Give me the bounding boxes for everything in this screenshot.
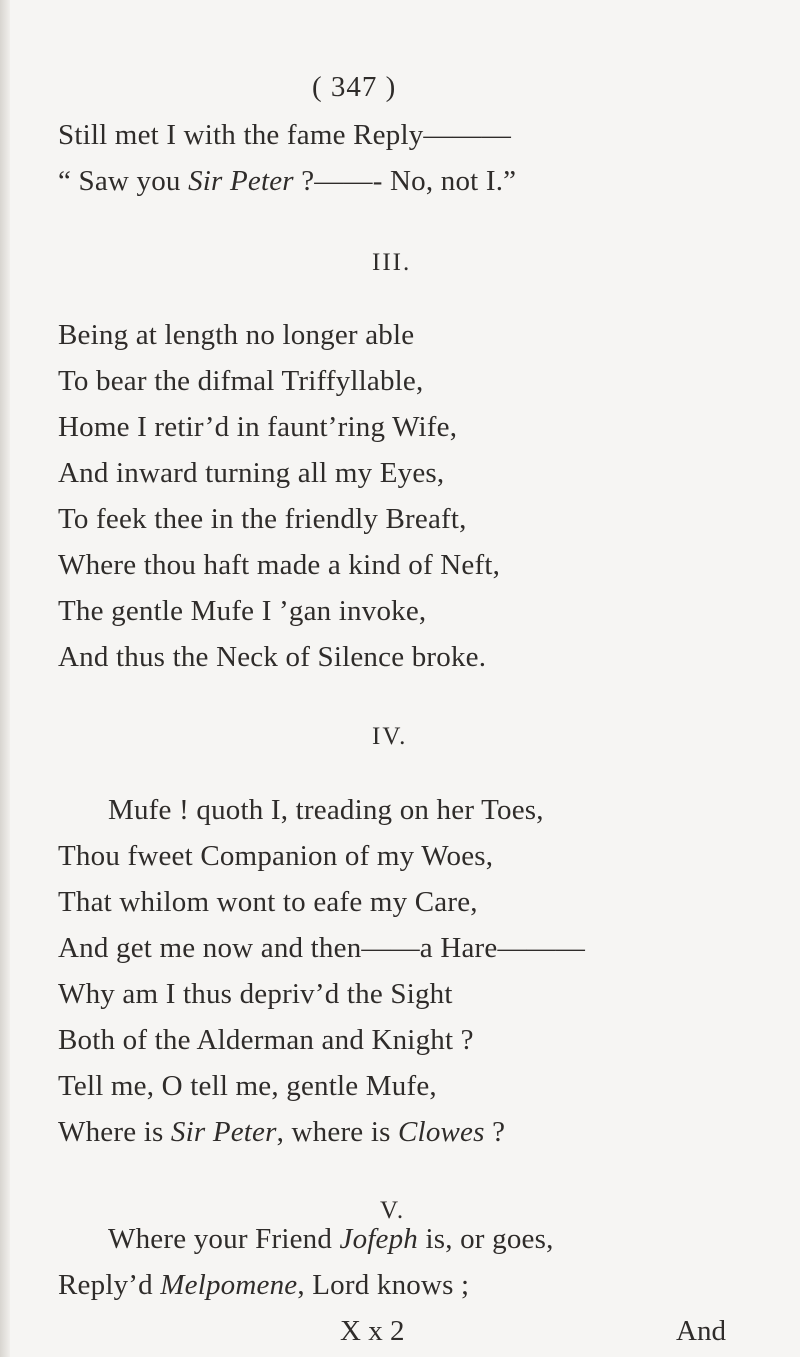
section-heading-v: V. bbox=[380, 1197, 406, 1224]
verse-line: Being at length no longer able bbox=[58, 319, 415, 351]
italic-name: Sir Peter bbox=[188, 165, 294, 197]
verse-line: To feek thee in the friendly Breaft, bbox=[58, 503, 467, 535]
verse-line: And inward turning all my Eyes, bbox=[58, 457, 445, 489]
verse-line: Both of the Alderman and Knight ? bbox=[58, 1024, 474, 1056]
verse-line: Reply’d Melpomene, Lord knows ; bbox=[58, 1269, 470, 1301]
verse-line: Still met I with the fame Reply——— bbox=[58, 119, 512, 151]
binding-edge bbox=[0, 0, 10, 1357]
verse-line: Where your Friend Jofeph is, or goes, bbox=[108, 1223, 554, 1255]
italic-name: Clowes bbox=[398, 1116, 485, 1148]
italic-name: Jofeph bbox=[339, 1223, 419, 1255]
verse-line: Home I retir’d in faunt’ring Wife, bbox=[58, 411, 458, 443]
verse-line: Where thou haft made a kind of Neft, bbox=[58, 549, 501, 581]
verse-line: Thou fweet Companion of my Woes, bbox=[58, 840, 494, 872]
verse-line: Mufe ! quoth I, treading on her Toes, bbox=[108, 794, 544, 826]
verse-line: To bear the difmal Triffyllable, bbox=[58, 365, 424, 397]
verse-line: And get me now and then——a Hare——— bbox=[58, 932, 586, 964]
italic-name: Sir Peter bbox=[170, 1116, 277, 1148]
catchword: And bbox=[676, 1315, 726, 1347]
verse-line: “ Saw you Sir Peter ?——- No, not I.” bbox=[58, 165, 517, 197]
page-number: ( 347 ) bbox=[312, 71, 397, 103]
signature-mark: X x 2 bbox=[340, 1315, 405, 1347]
verse-line: Why am I thus depriv’d the Sight bbox=[58, 978, 453, 1010]
verse-line: The gentle Mufe I ’gan invoke, bbox=[58, 595, 427, 627]
section-heading-iv: IV. bbox=[372, 723, 408, 750]
verse-line: Where is Sir Peter, where is Clowes ? bbox=[58, 1116, 506, 1148]
italic-name: Melpomene bbox=[160, 1269, 298, 1301]
section-heading-iii: III. bbox=[372, 249, 412, 276]
verse-line: Tell me, O tell me, gentle Mufe, bbox=[58, 1070, 437, 1102]
verse-line: And thus the Neck of Silence broke. bbox=[58, 641, 487, 673]
verse-line: That whilom wont to eafe my Care, bbox=[58, 886, 478, 918]
